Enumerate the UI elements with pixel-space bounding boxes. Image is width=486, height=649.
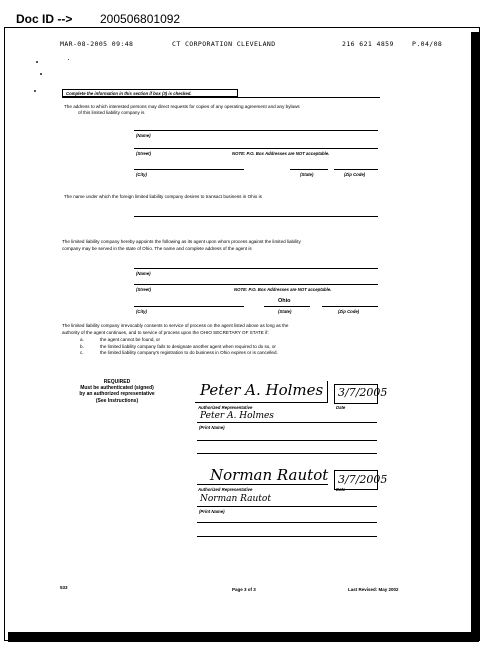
consent-item-text: the limited liability company fails to designate another agent when required to do so, or	[100, 343, 276, 349]
agent-name-line	[134, 268, 378, 269]
agent-text-2: company may be served in the state of Ohio. The name and complete address of the agent is	[62, 246, 252, 251]
print-label-2: (Print Name)	[199, 509, 225, 514]
agent-zip-label: (Zip Code)	[338, 309, 360, 314]
signature-2: Norman Rautot	[210, 466, 329, 484]
agent-text-1: The limited liability company hereby appoints the following as its agent upon whom process against the limited liability	[62, 239, 301, 244]
date-1-label: Date	[336, 405, 346, 410]
address-street-line	[134, 148, 378, 149]
agent-po-note: NOTE: P.O. Box Addresses are NOT acceptable.	[234, 287, 332, 292]
ohio-name-line	[134, 216, 378, 217]
consent-text-1: The limited liability company irrevocably consents to service of process on the agent listed above as long as the	[62, 323, 289, 328]
agent-street-label: (Street)	[136, 287, 152, 292]
fax-datetime: MAR-08-2005 09:48	[60, 40, 134, 48]
footer-page: Page 3 of 3	[232, 587, 256, 592]
consent-item-marker: a.	[80, 337, 84, 342]
scan-speck	[40, 73, 42, 75]
fax-page: P.04/08	[412, 40, 443, 48]
fax-phone: 216 621 4859	[342, 40, 394, 48]
required-line-1: Must be authenticated (signed)	[80, 385, 154, 392]
section-header: Complete the information in this section if box (3) is checked.	[62, 89, 238, 97]
rep-2-label: Authorized Representative	[198, 487, 253, 492]
consent-list	[80, 337, 278, 357]
page-shadow-bottom	[8, 632, 479, 642]
section-rule	[62, 97, 380, 98]
date-2-value: 3/7/2005	[338, 473, 388, 486]
address-city-line	[134, 169, 244, 170]
page-shadow-right	[471, 32, 479, 642]
agent-city-label: (City)	[136, 309, 147, 314]
print-name-1-line	[197, 422, 377, 423]
agent-state-value: Ohio	[278, 298, 291, 304]
required-block	[62, 379, 172, 404]
agent-state-line	[264, 306, 310, 307]
agent-state-label: (State)	[278, 309, 292, 314]
address-city-label: (City)	[136, 172, 147, 177]
footer-form-number: 533	[60, 585, 68, 590]
date-2-label: Date	[336, 487, 346, 492]
required-title: REQUIRED	[103, 379, 131, 385]
address-text-2: of this limited liability company is	[78, 110, 145, 115]
doc-id-number: 200506801092	[100, 12, 181, 26]
signature-1: Peter A. Holmes	[200, 381, 324, 399]
required-line-2: by an authorized representative	[79, 391, 155, 398]
extra-line-2	[197, 453, 377, 454]
print-name-2: Norman Rautot	[200, 494, 271, 504]
address-street-label: (Street)	[136, 151, 152, 156]
consent-item-text: the limited liability company's registration to do business in Ohio expires or is cancelled.	[100, 350, 278, 355]
scan-speck	[34, 90, 36, 92]
agent-street-line	[134, 284, 378, 285]
print-name-2-line	[197, 506, 377, 507]
address-po-note: NOTE: P.O. Box Addresses are NOT acceptable.	[232, 151, 330, 156]
address-name-line	[134, 130, 378, 131]
ohio-name-text: The name under which the foreign limited liability company desires to transact business in Ohio is	[64, 194, 262, 199]
signature-1-box	[195, 381, 328, 403]
consent-item-marker: c.	[80, 350, 84, 355]
consent-text-2: authority of the agent continues, and to service of process upon the OHIO SECRETARY OF STATE if:	[62, 330, 269, 335]
agent-zip-line	[322, 306, 378, 307]
signature-2-line	[197, 484, 328, 485]
rep-1-label: Authorized Representative	[198, 405, 253, 410]
required-line-3: (See Instructions)	[95, 397, 139, 404]
consent-item-text: the agent cannot be found, or	[100, 337, 161, 342]
agent-name-label: (Name)	[136, 271, 151, 276]
address-zip-line	[334, 169, 378, 170]
address-zip-label: (Zip Code)	[344, 172, 366, 177]
doc-id-label: Doc ID -->	[16, 12, 73, 26]
scan-speck	[68, 59, 69, 60]
date-1-value: 3/7/2005	[338, 386, 388, 399]
fax-sender: CT CORPORATION CLEVELAND	[172, 40, 276, 48]
address-state-line	[290, 169, 328, 170]
address-state-label: (State)	[300, 172, 314, 177]
print-name-1: Peter A. Holmes	[200, 411, 274, 421]
address-text-1: The address to which interested persons may direct requests for copies of any operating agreement and any bylaws	[64, 104, 300, 109]
scan-speck	[36, 61, 38, 63]
print-label-1: (Print Name)	[199, 425, 225, 430]
consent-item-marker: b.	[80, 343, 84, 349]
agent-city-line	[134, 306, 244, 307]
consent-item	[80, 350, 278, 357]
extra-line-4	[197, 536, 377, 537]
address-name-label: (Name)	[136, 133, 151, 138]
extra-line-3	[197, 522, 377, 523]
extra-line-1	[197, 440, 377, 441]
footer-revised: Last Revised: May 2002	[348, 587, 399, 592]
